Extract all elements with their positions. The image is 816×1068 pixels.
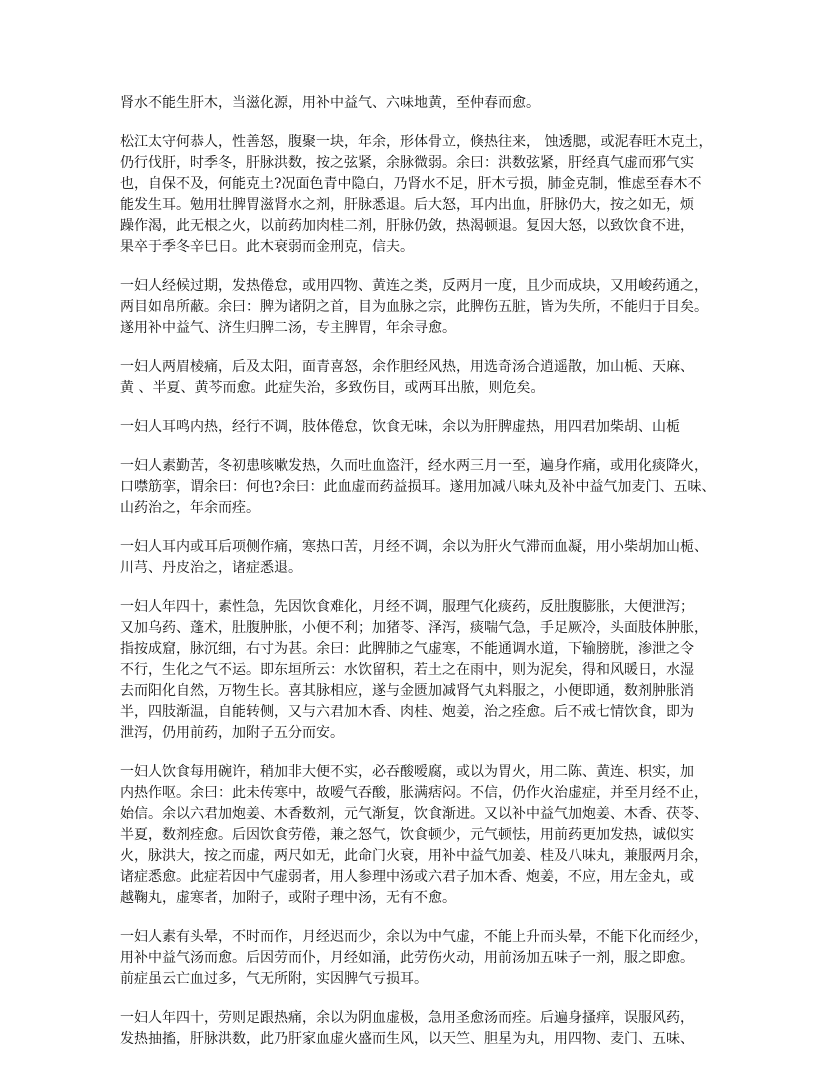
text-line: 不行，生化之气不运。即东垣所云：水饮留积，若土之在雨中，则为泥矣，得和风暖日，水湿 — [120, 662, 694, 678]
paragraph — [120, 132, 713, 258]
text-line: 一妇人素勤苦，冬初患咳嗽发热，久而吐血盗汗，经水两三月一至，遍身作痛，或用化痰降火， — [120, 458, 708, 474]
paragraph — [120, 456, 716, 519]
text-line: 能发生耳。勉用壮脾胃滋肾水之剂，肝脉悉退。后大怒，耳内出血，肝脉仍大，按之如无，烦 — [120, 197, 694, 213]
paragraph — [120, 357, 710, 399]
paragraph — [120, 417, 710, 438]
paragraph — [120, 93, 710, 114]
text-line: 泄泻，仍用前药，加附子五分而安。 — [120, 725, 344, 741]
text-line: 黄 、半夏、黄芩而愈。此症失治，多致伤目，或两耳出脓，则危矣。 — [120, 380, 545, 396]
text-line: 一妇人两眉棱痛，后及太阳，面青喜怒，余作胆经风热，用选奇汤合逍遥散，加山栀、天麻、 — [120, 359, 694, 375]
text-line: 前症虽云亡血过多，气无所附，实因脾气亏损耳。 — [120, 971, 428, 987]
text-line: 松江太守何恭人，性善怒，腹聚一块，年余，形体骨立，倏热往来， 蚀透腮，或泥春旺木克土， — [120, 134, 713, 150]
text-line: 遂用补中益气、济生归脾二汤，专主脾胃，年余寻愈。 — [120, 320, 456, 336]
text-line: 又加乌药、蓬术，肚腹肿胀，小便不利；加猪苓、泽泻，痰喘气急，手足厥冷，头面肢体肿胀， — [120, 620, 708, 636]
text-line: 一妇人耳鸣内热，经行不调，肢体倦怠，饮食无味，余以为肝脾虚热，用四君加柴胡、山栀 — [120, 419, 680, 435]
text-line: 一妇人经候过期，发热倦怠，或用四物、黄连之类，反两月一度，且少而成块，又用峻药通之， — [120, 278, 708, 294]
text-line: 越鞠丸，虚寒者，加附子，或附子理中汤，无有不愈。 — [120, 890, 456, 906]
text-line: 内热作呕。余曰：此未传寒中，故嗳气吞酸，胀满痞闷。不信，仍作火治虚症，并至月经不止， — [120, 785, 708, 801]
text-line: 川芎、丹皮治之，诸症悉退。 — [120, 560, 302, 576]
text-line: 始信。余以六君加炮姜、木香数剂，元气渐复，饮食渐进。又以补中益气加炮姜、木香、茯苓、 — [120, 806, 708, 822]
text-line: 仍行伐肝，时季冬，肝脉洪数，按之弦紧，余脉微弱。余曰：洪数弦紧，肝经真气虚而邪气实 — [120, 155, 694, 171]
paragraph — [120, 276, 710, 339]
text-line: 去而阳化自然，万物生长。喜其脉相应，遂与金匮加减肾气丸料服之，小便即通，数剂肿胀消 — [120, 683, 694, 699]
paragraph — [120, 537, 710, 579]
paragraph — [120, 927, 710, 990]
text-line: 半夏，数剂痊愈。后因饮食劳倦，兼之怒气，饮食顿少，元气顿怯，用前药更加发热，诚似实 — [120, 827, 694, 843]
text-line: 躁作渴，此无根之火，以前药加肉桂二剂，肝脉仍敛，热渴顿退。复因大怒，以致饮食不进， — [120, 218, 694, 234]
text-line: 一妇人饮食每用碗许，稍加非大便不实，必吞酸嗳腐，或以为胃火，用二陈、黄连、枳实，加 — [120, 764, 694, 780]
text-line: 果卒于季冬辛巳日。此木衰弱而金刑克，信夫。 — [120, 239, 414, 255]
text-line: 指按成窟，脉沉细，右寸为甚。余曰：此脾肺之气虚寒，不能通调水道，下输膀胱，渗泄之令 — [120, 641, 694, 657]
text-line: 山药治之，年余而痊。 — [120, 500, 260, 516]
text-line: 半，四肢渐温，自能转侧，又与六君加木香、肉桂、炮姜，治之痊愈。后不戒七情饮食，即为 — [120, 704, 694, 720]
document-body — [120, 93, 716, 1068]
paragraph — [120, 597, 710, 744]
paragraph — [120, 762, 710, 909]
text-line: 一妇人耳内或耳后项侧作痛，寒热口苦，月经不调，余以为肝火气滞而血凝，用小柴胡加山栀、 — [120, 539, 708, 555]
text-line: 肾水不能生肝木，当滋化源，用补中益气、六味地黄，至仲春而愈。 — [120, 95, 540, 111]
text-line: 发热抽搐，肝脉洪数，此乃肝家血虚火盛而生风，以天竺、胆星为丸，用四物、麦门、五味、 — [120, 1031, 694, 1047]
text-line: 口噤筋挛，谓余曰：何也?余曰：此血虚而药益损耳。遂用加减八味丸及补中益气加麦门、五味、 — [120, 479, 716, 495]
text-line: 一妇人素有头晕，不时而作，月经迟而少，余以为中气虚，不能上升而头晕，不能下化而经少， — [120, 929, 708, 945]
text-line: 两目如帛所蔽。余曰：脾为诸阴之首，目为血脉之宗，此脾伤五脏，皆为失所，不能归于目矣。 — [120, 299, 708, 315]
text-line: 诸症悉愈。此症若因中气虚弱者，用人参理中汤或六君子加木香、炮姜，不应，用左金丸，或 — [120, 869, 694, 885]
text-line: 火，脉洪大，按之而虚，两尺如无，此命门火衰，用补中益气加姜、桂及八味丸，兼服两月余， — [120, 848, 708, 864]
text-line: 用补中益气汤而愈。后因劳而仆，月经如涌，此劳伤火动，用前汤加五味子一剂，服之即愈。 — [120, 950, 694, 966]
text-line: 一妇人年四十，劳则足跟热痛，余以为阴血虚极，急用圣愈汤而痊。后遍身搔痒，误服风药， — [120, 1010, 694, 1026]
text-line: 一妇人年四十，素性急，先因饮食难化，月经不调，服理气化痰药，反肚腹膨胀，大便泄泻； — [120, 599, 694, 615]
paragraph — [120, 1008, 710, 1050]
text-line: 也，自保不及，何能克土?况面色青中隐白，乃肾水不足，肝木亏损，肺金克制，惟虑至春木不 — [120, 176, 702, 192]
